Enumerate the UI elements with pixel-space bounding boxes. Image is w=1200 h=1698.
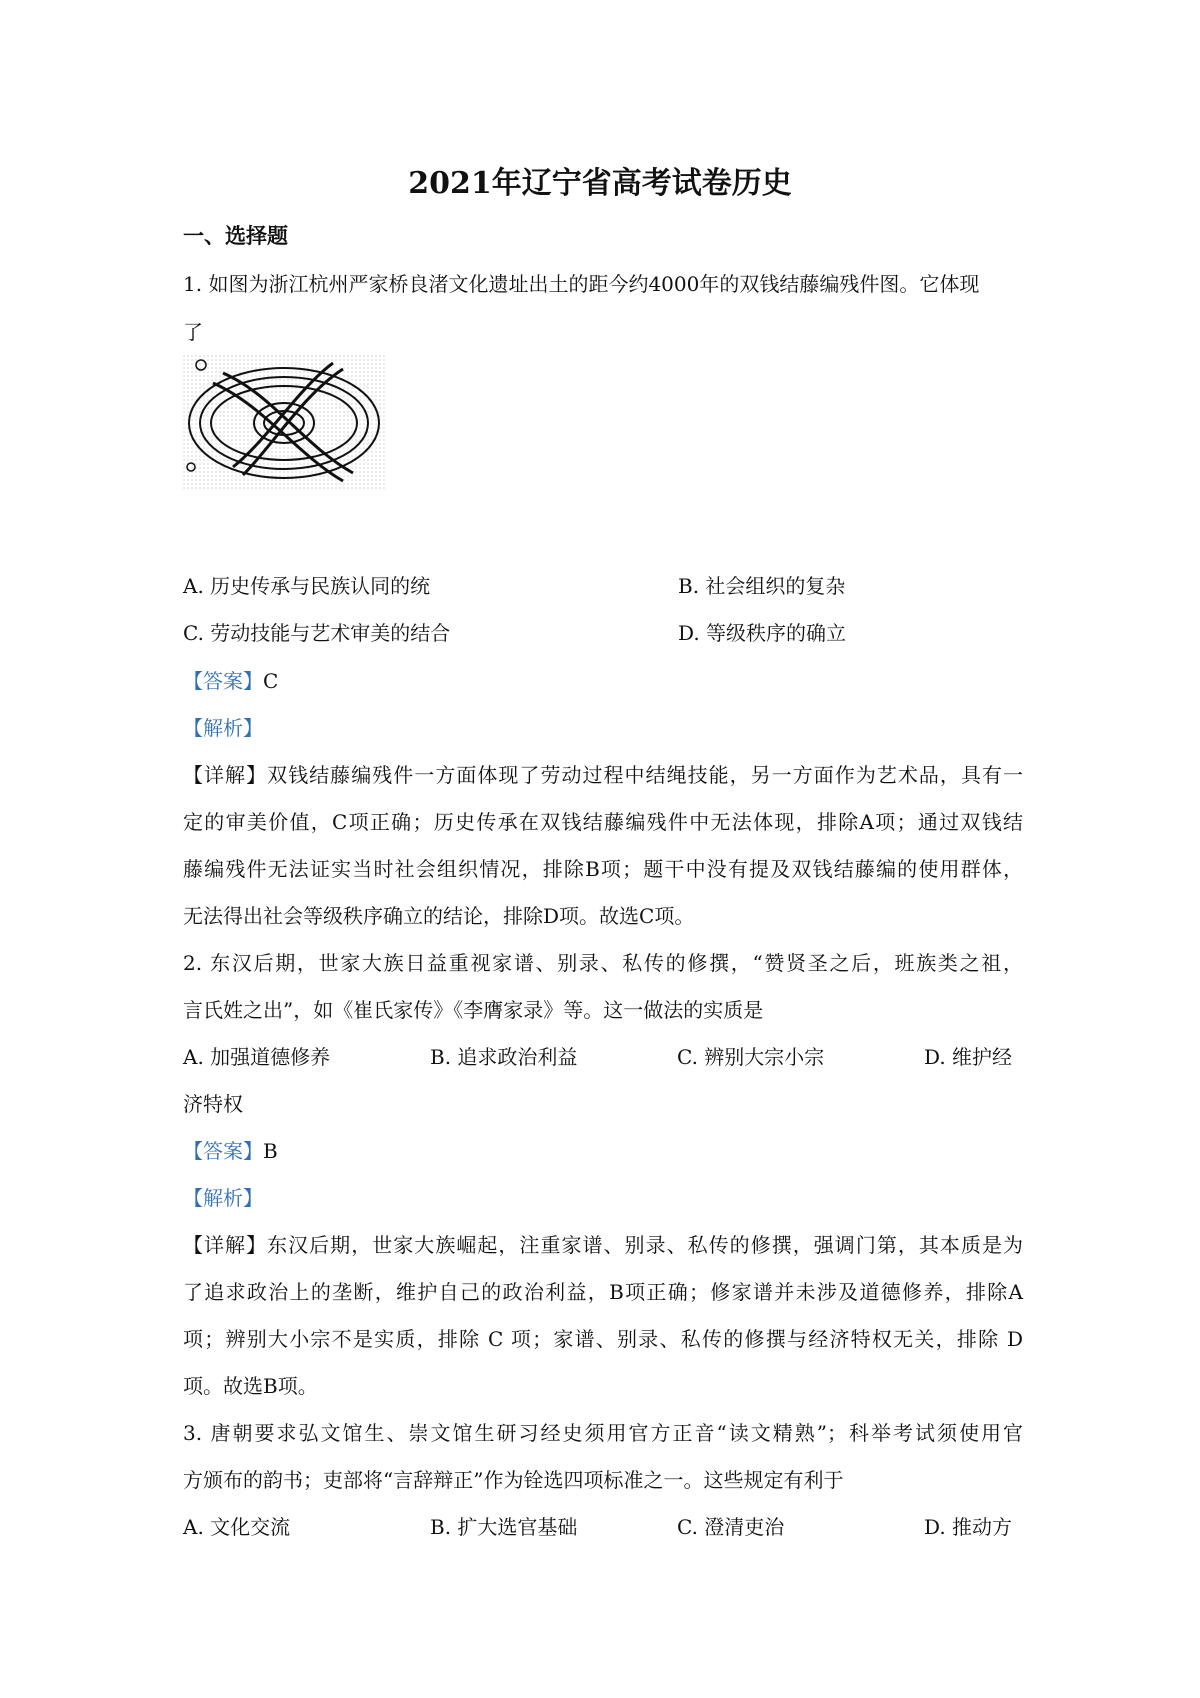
q2-detail-line-3: 项；辨别大小宗不是实质，排除 C 项；家谱、别录、私传的修撰与经济特权无关，排除 D <box>183 1327 1023 1351</box>
q2-detail-line-2: 了追求政治上的垄断，维护自己的政治利益，B项正确；修家谱并未涉及道德修养，排除A <box>183 1280 1023 1304</box>
q2-option-c: C. 辨别大宗小宗 <box>677 1045 825 1069</box>
double-coin-knot-figure <box>183 355 386 490</box>
detail-text: 双钱结藤编残件一方面体现了劳动过程中结绳技能，另一方面作为艺术品，具有一 <box>267 763 1024 787</box>
q1-answer <box>183 665 278 694</box>
q2-answer <box>183 1135 278 1164</box>
q2-option-a: A. 加强道德修养 <box>183 1045 331 1069</box>
q2-option-b: B. 追求政治利益 <box>430 1045 578 1069</box>
q3-option-c: C. 澄清吏治 <box>677 1515 785 1539</box>
answer-tag: 【答案】 <box>183 1139 263 1163</box>
q3-option-d: D. 推动方 <box>924 1515 1013 1539</box>
q1-detail-line-1 <box>183 759 1023 788</box>
q1-option-c: C. 劳动技能与艺术审美的结合 <box>183 621 451 645</box>
q2-stem-line-2: 言氏姓之出”，如《崔氏家传》《李膺家录》等。这一做法的实质是 <box>183 998 764 1022</box>
q2-detail-line-4: 项。故选B项。 <box>183 1374 318 1398</box>
q2-option-d: D. 维护经 <box>924 1045 1013 1069</box>
exam-title: 2021年辽宁省高考试卷历史 <box>408 166 792 201</box>
detail-tag: 【详解】 <box>183 1233 268 1257</box>
q3-stem-line-2: 方颁布的韵书；吏部将“言辞辩正”作为铨选四项标准之一。这些规定有利于 <box>183 1468 844 1492</box>
q1-stem-line-2: 了 <box>183 320 203 344</box>
q3-option-a: A. 文化交流 <box>183 1515 291 1539</box>
q1-stem-line-1: 1. 如图为浙江杭州严家桥良渚文化遗址出土的距今约4000年的双钱结藤编残件图。它体现 <box>183 272 980 296</box>
q2-option-d-continued: 济特权 <box>183 1092 243 1116</box>
q1-option-d: D. 等级秩序的确立 <box>678 621 847 645</box>
detail-text: 东汉后期，世家大族崛起，注重家谱、别录、私传的修撰，强调门第，其本质是为 <box>267 1233 1024 1257</box>
q3-option-b: B. 扩大选官基础 <box>430 1515 578 1539</box>
q1-option-b: B. 社会组织的复杂 <box>678 574 846 598</box>
q2-stem-line-1: 2. 东汉后期，世家大族日益重视家谱、别录、私传的修撰，“赞贤圣之后，班族类之祖， <box>183 951 1023 975</box>
answer-value: B <box>263 1139 278 1163</box>
q2-analysis-tag: 【解析】 <box>183 1186 263 1210</box>
q1-detail-line-3: 藤编残件无法证实当时社会组织情况，排除B项；题干中没有提及双钱结藤编的使用群体， <box>183 857 1023 881</box>
q1-detail-line-4: 无法得出社会等级秩序确立的结论，排除D项。故选C项。 <box>183 904 695 928</box>
q1-option-a: A. 历史传承与民族认同的统 <box>183 574 431 598</box>
q2-detail-line-1 <box>183 1229 1023 1258</box>
answer-value: C <box>263 669 279 693</box>
q3-stem-line-1: 3. 唐朝要求弘文馆生、崇文馆生研习经史须用官方正音“读文精熟”；科举考试须使用官 <box>183 1421 1023 1445</box>
q1-detail-line-2: 定的审美价值，C项正确；历史传承在双钱结藤编残件中无法体现，排除A项；通过双钱结 <box>183 810 1023 834</box>
section-heading: 一、选择题 <box>183 223 288 248</box>
answer-tag: 【答案】 <box>183 669 263 693</box>
detail-tag: 【详解】 <box>183 763 268 787</box>
q1-analysis-tag: 【解析】 <box>183 716 263 740</box>
